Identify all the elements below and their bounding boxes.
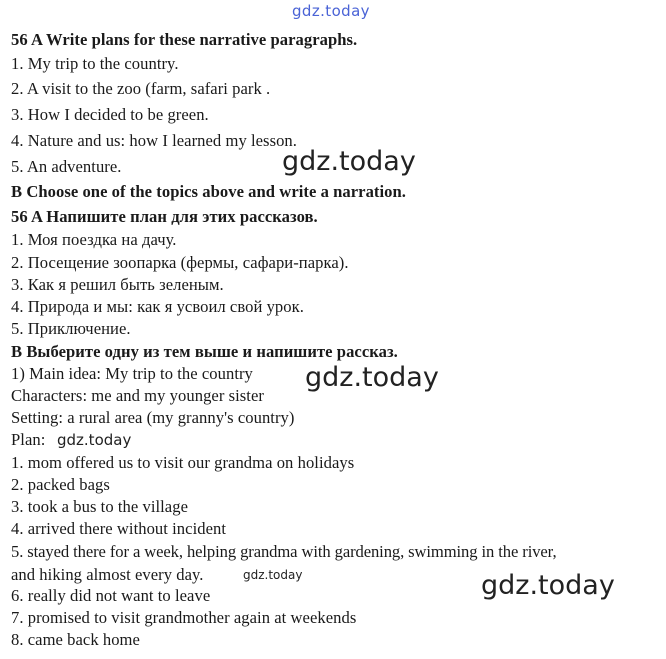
topic-item-4: 4. Nature and us: how I learned my lesson. [11, 131, 297, 150]
plan-step-5: 5. stayed there for a week, helping grandma with gardening, swimming in the river, [11, 542, 557, 561]
plan-step-3: 3. took a bus to the village [11, 497, 188, 516]
watermark-middle-2: gdz.today [305, 362, 439, 393]
topic-item-ru-2: 2. Посещение зоопарка (фермы, сафари-парка). [11, 253, 349, 272]
topic-item-2: 2. A visit to the zoo (farm, safari park . [11, 79, 271, 98]
watermark-top: gdz.today [292, 2, 370, 20]
task-b-heading-english: B Choose one of the topics above and write a narration. [11, 182, 406, 201]
plan-step-6: 6. really did not want to leave [11, 586, 211, 605]
topic-item-ru-1: 1. Моя поездка на дачу. [11, 230, 177, 249]
main-idea-line: 1) Main idea: My trip to the country [11, 364, 253, 383]
topic-item-1: 1. My trip to the country. [11, 54, 179, 73]
watermark-middle-1: gdz.today [282, 146, 416, 177]
plan-step-4: 4. arrived there without incident [11, 519, 226, 538]
plan-step-5-continued: and hiking almost every day. [11, 565, 204, 584]
watermark-small-1: gdz.today [57, 431, 132, 449]
plan-step-8: 8. came back home [11, 630, 140, 649]
topic-item-ru-3: 3. Как я решил быть зеленым. [11, 275, 224, 294]
plan-step-2: 2. packed bags [11, 475, 110, 494]
setting-line: Setting: a rural area (my granny's country) [11, 408, 295, 427]
watermark-bottom-right: gdz.today [481, 570, 615, 601]
exercise-heading-russian: 56 A Напишите план для этих рассказов. [11, 207, 318, 226]
plan-step-1: 1. mom offered us to visit our grandma on holidays [11, 453, 355, 472]
exercise-heading-english: 56 A Write plans for these narrative paragraphs. [11, 30, 358, 49]
topic-item-3: 3. How I decided to be green. [11, 105, 209, 124]
topic-item-ru-5: 5. Приключение. [11, 319, 131, 338]
topic-item-ru-4: 4. Природа и мы: как я усвоил свой урок. [11, 297, 304, 316]
plan-step-7: 7. promised to visit grandmother again at weekends [11, 608, 357, 627]
watermark-small-2: gdz.today [243, 568, 303, 582]
plan-label: Plan: [11, 430, 46, 449]
characters-line: Characters: me and my younger sister [11, 386, 264, 405]
topic-item-5: 5. An adventure. [11, 157, 122, 176]
task-b-heading-russian: B Выберите одну из тем выше и напишите рассказ. [11, 342, 398, 361]
